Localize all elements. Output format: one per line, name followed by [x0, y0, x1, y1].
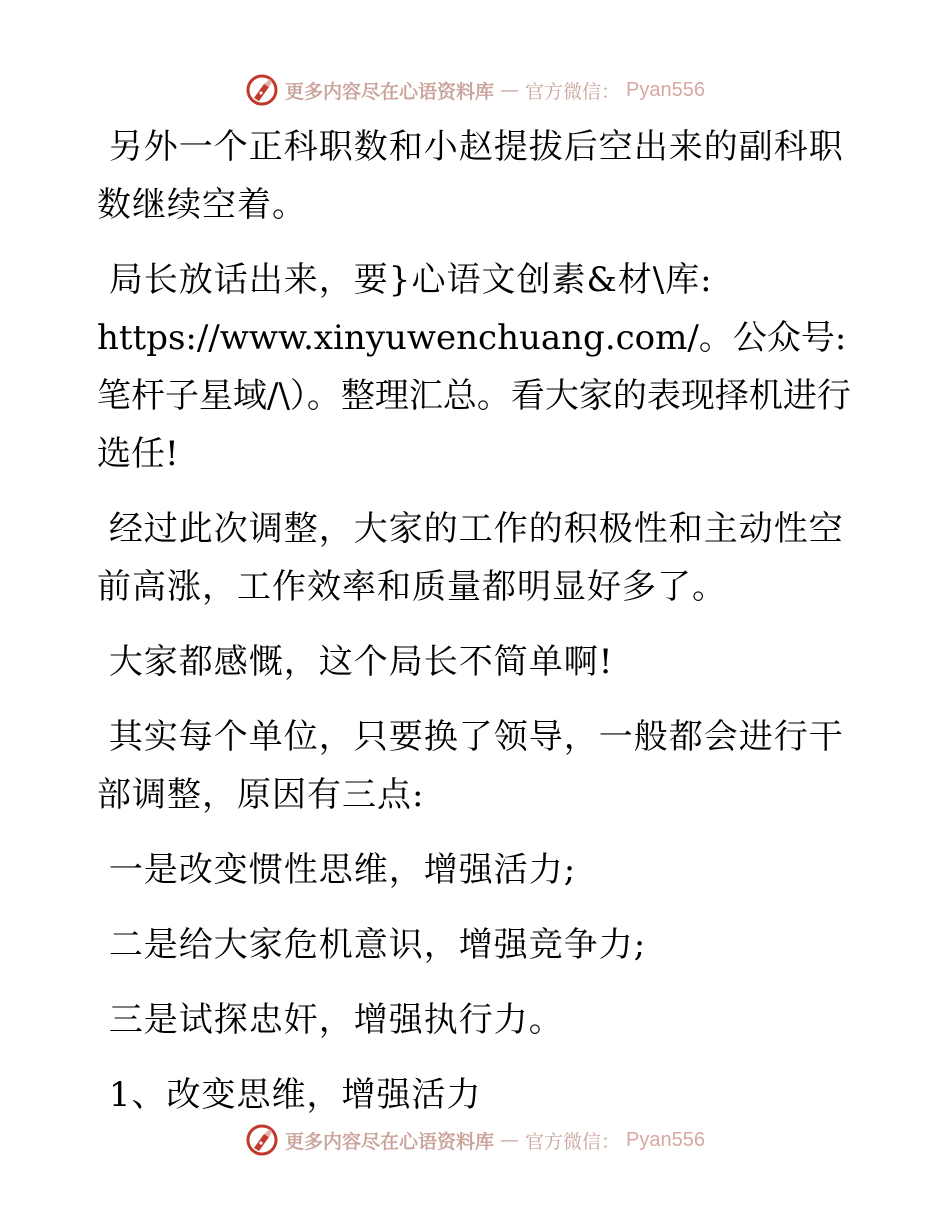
- paragraph: https://www.xinyuwenchuang.com/。公众号: 笔杆子星域/\）。整理汇总。看大家的表现择机进行选任!: [97, 318, 858, 474]
- footer-brand: [245, 1123, 705, 1157]
- header-brand: [245, 73, 705, 107]
- paragraph: 二是给大家危机意识，增强竞争力;: [97, 925, 647, 965]
- page-footer: [0, 1120, 950, 1160]
- paragraph: 大家都感慨，这个局长不简单啊!: [97, 642, 614, 682]
- paragraph: 三是试探忠奸，增强执行力。: [97, 1000, 564, 1040]
- header-wechat-label: 官方微信：: [525, 80, 621, 103]
- document-body: [97, 118, 857, 1141]
- footer-wechat-label: 官方微信：: [525, 1130, 621, 1153]
- footer-separator: —: [500, 1129, 520, 1151]
- footer-brand-text: 更多内容尽在心语资料库: [285, 1130, 495, 1153]
- paragraph: 局长放话出来，要}心语文创素&材\库:: [97, 260, 713, 300]
- paragraph: 一是改变惯性思维，增强活力;: [97, 850, 577, 890]
- header-wechat-id: Pyan556: [626, 78, 705, 101]
- header-brand-text: 更多内容尽在心语资料库: [285, 80, 495, 103]
- paragraph: 其实每个单位，只要换了领导，一般都会进行干部调整，原因有三点:: [97, 717, 844, 815]
- pen-nib-logo-icon: [245, 73, 279, 107]
- paragraph: 另外一个正科职数和小赵提拔后空出来的副科职数继续空着。: [97, 127, 844, 225]
- page-header: [0, 70, 950, 110]
- header-separator: —: [500, 79, 520, 101]
- section-heading: 1、改变思维，增强活力: [97, 1075, 482, 1115]
- paragraph: 经过此次调整，大家的工作的积极性和主动性空前高涨，工作效率和质量都明显好多了。: [97, 509, 844, 607]
- pen-nib-logo-icon: [245, 1123, 279, 1157]
- footer-wechat-id: Pyan556: [626, 1128, 705, 1151]
